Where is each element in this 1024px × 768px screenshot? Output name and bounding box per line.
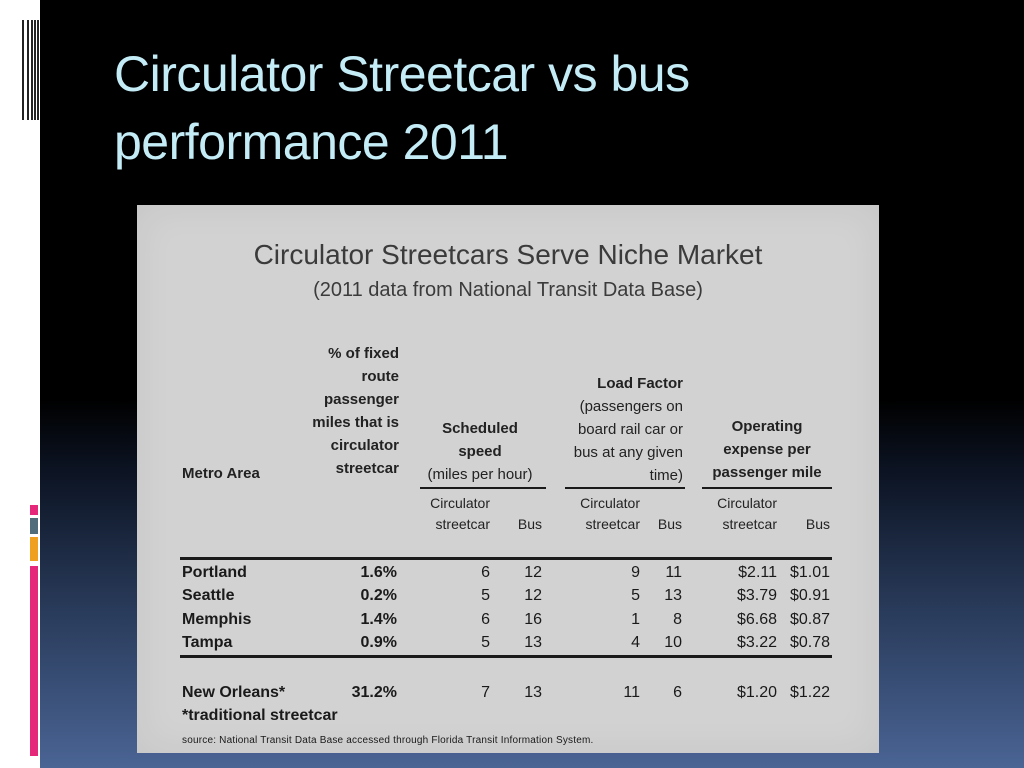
decorative-lines xyxy=(20,20,40,120)
table-bottom-rule xyxy=(180,655,832,658)
cell-metro: Seattle xyxy=(182,587,235,604)
cell-expense-circulator: $6.68 xyxy=(736,611,777,628)
cell-speed-bus: 12 xyxy=(524,587,542,604)
header-operating-expense: Operating expense per passenger mile xyxy=(712,418,822,481)
left-accent-strip xyxy=(0,0,40,768)
streetcar-table-image xyxy=(137,205,879,753)
header-scheduled-speed: Scheduled speed (miles per hour) xyxy=(427,420,533,483)
cell-metro: Memphis xyxy=(182,611,252,628)
cell-pct: 31.2% xyxy=(351,684,397,701)
cell-expense-bus: $1.01 xyxy=(789,564,830,581)
cell-load-circulator: 5 xyxy=(631,587,640,604)
cell-expense-circulator: $3.79 xyxy=(736,587,777,604)
cell-metro: Portland xyxy=(182,564,247,581)
expense-header-rule xyxy=(702,487,832,489)
accent-bar-orange xyxy=(30,537,38,561)
cell-pct: 1.6% xyxy=(360,564,397,581)
cell-load-circulator: 1 xyxy=(631,611,640,628)
cell-speed-bus: 13 xyxy=(524,634,542,651)
accent-bar-slate xyxy=(30,518,38,534)
cell-speed-bus: 12 xyxy=(524,564,542,581)
subheader-load-bus: Bus xyxy=(657,516,682,532)
speed-header-rule xyxy=(420,487,546,489)
cell-pct: 0.2% xyxy=(360,587,397,604)
cell-load-bus: 8 xyxy=(673,611,682,628)
table-source: source: National Transit Data Base accessed through Florida Transit Information System. xyxy=(182,735,594,746)
subheader-load-circulator: Circulator streetcar xyxy=(580,495,640,532)
table-title: Circulator Streetcars Serve Niche Market xyxy=(253,239,763,270)
cell-load-circulator: 4 xyxy=(631,634,640,651)
subheader-speed-circulator: Circulator streetcar xyxy=(430,495,490,532)
header-metro-area: Metro Area xyxy=(182,465,260,482)
accent-bar-pink xyxy=(30,566,38,756)
table-subtitle: (2011 data from National Transit Data Base) xyxy=(313,279,703,301)
cell-expense-bus: $0.78 xyxy=(789,634,830,651)
cell-speed-circulator: 5 xyxy=(481,634,490,651)
subheader-expense-bus: Bus xyxy=(805,516,830,532)
table-footnote: *traditional streetcar xyxy=(182,707,338,724)
cell-load-circulator: 11 xyxy=(623,684,640,701)
cell-load-bus: 10 xyxy=(664,634,682,651)
cell-expense-circulator: $1.20 xyxy=(736,684,777,701)
cell-expense-bus: $0.91 xyxy=(789,587,830,604)
cell-load-circulator: 9 xyxy=(631,564,640,581)
header-pct-circulator: % of fixed route passenger miles that is circulator streetcar xyxy=(312,345,399,477)
cell-expense-circulator: $3.22 xyxy=(736,634,777,651)
cell-expense-bus: $0.87 xyxy=(789,611,830,628)
subheader-expense-circulator: Circulator streetcar xyxy=(717,495,777,532)
cell-expense-circulator: $2.11 xyxy=(738,564,777,581)
cell-expense-bus: $1.22 xyxy=(789,684,830,701)
cell-speed-circulator: 6 xyxy=(481,611,490,628)
cell-load-bus: 13 xyxy=(664,587,682,604)
cell-pct: 0.9% xyxy=(360,634,397,651)
cell-speed-circulator: 6 xyxy=(481,564,490,581)
accent-bar-pink-top xyxy=(30,505,38,515)
table-top-rule xyxy=(180,557,832,560)
header-load-factor: Load Factor (passengers on board rail car or bus at any given time) xyxy=(573,375,683,484)
cell-load-bus: 6 xyxy=(673,684,682,701)
cell-speed-circulator: 7 xyxy=(481,684,490,701)
cell-speed-bus: 16 xyxy=(524,611,542,628)
slide-title xyxy=(114,40,974,176)
cell-pct: 1.4% xyxy=(360,611,397,628)
load-header-rule xyxy=(565,487,685,489)
cell-speed-bus: 13 xyxy=(524,684,542,701)
cell-metro: New Orleans* xyxy=(182,684,286,701)
subheader-speed-bus: Bus xyxy=(517,516,542,532)
cell-speed-circulator: 5 xyxy=(481,587,490,604)
cell-load-bus: 11 xyxy=(665,564,682,581)
cell-metro: Tampa xyxy=(182,634,233,651)
slide-title-line-2: performance 2011 xyxy=(114,114,509,170)
slide-title-line-1: Circulator Streetcar vs bus xyxy=(114,46,690,102)
